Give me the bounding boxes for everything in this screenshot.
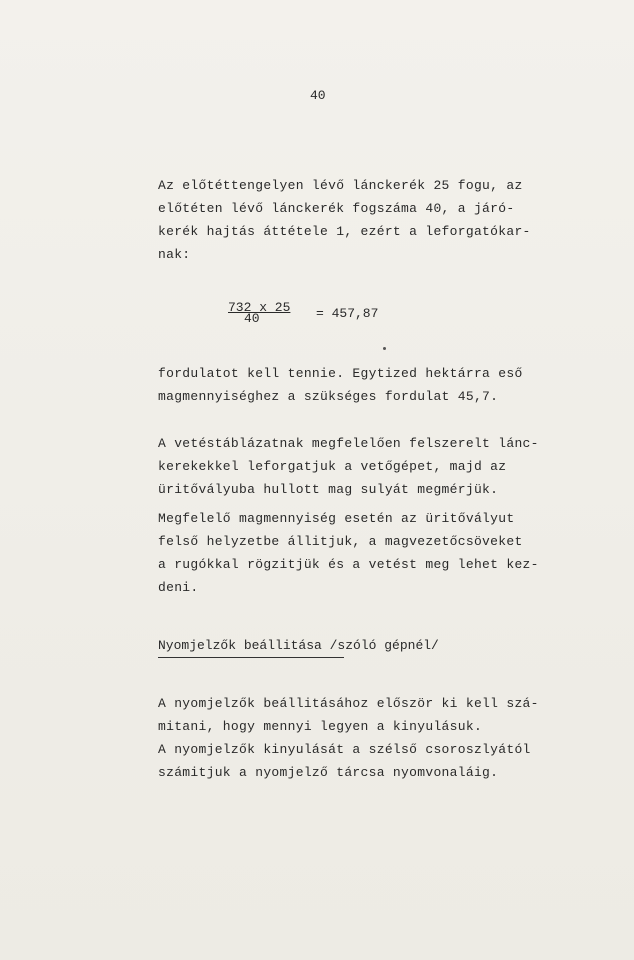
text-line: fordulatot kell tennie. Egytized hektárra eső xyxy=(158,366,523,381)
text-line: deni. xyxy=(158,580,199,595)
text-line: kerekekkel leforgatjuk a vetőgépet, majd az xyxy=(158,459,507,474)
section-heading xyxy=(158,638,439,653)
text-line: Az előtéttengelyen lévő lánckerék 25 fogu, az xyxy=(158,178,523,193)
text-line: mitani, hogy mennyi legyen a kinyulásuk. xyxy=(158,719,483,734)
text-line: felső helyzetbe állitjuk, a magvezetőcsöveket xyxy=(158,534,523,549)
text-line: üritővályuba hullott mag sulyát megmérjük. xyxy=(158,482,499,497)
text-line: nak: xyxy=(158,247,191,262)
text-line: A vetéstáblázatnak megfelelően felszerelt lánc- xyxy=(158,436,539,451)
text-line: a rugókkal rögzitjük és a vetést meg lehet kez- xyxy=(158,557,539,572)
text-line: Megfelelő magmennyiség esetén az üritővályut xyxy=(158,511,515,526)
heading-underline xyxy=(158,657,344,658)
formula-fraction xyxy=(228,300,290,326)
formula-numerator: 732 x 25 xyxy=(228,300,291,315)
text-line: előtéten lévő lánckerék fogszáma 40, a járó- xyxy=(158,201,515,216)
section-heading-title: Nyomjelzők beállitása xyxy=(158,638,322,653)
text-line: kerék hajtás áttétele 1, ezért a leforgatókar- xyxy=(158,224,531,239)
text-line: A nyomjelzők beállitásához először ki kell szá- xyxy=(158,696,539,711)
text-line: számitjuk a nyomjelző tárcsa nyomvonaláig. xyxy=(158,765,499,780)
formula-denominator: 40 xyxy=(244,311,260,326)
page-number: 40 xyxy=(310,88,326,103)
formula-result: = 457,87 xyxy=(316,306,379,321)
text-line: A nyomjelzők kinyulását a szélső csoroszlyától xyxy=(158,742,531,757)
section-heading-subtitle: /szóló gépnél/ xyxy=(321,638,439,653)
ink-dot xyxy=(383,347,386,350)
text-line: magmennyiséghez a szükséges fordulat 45,7. xyxy=(158,389,499,404)
